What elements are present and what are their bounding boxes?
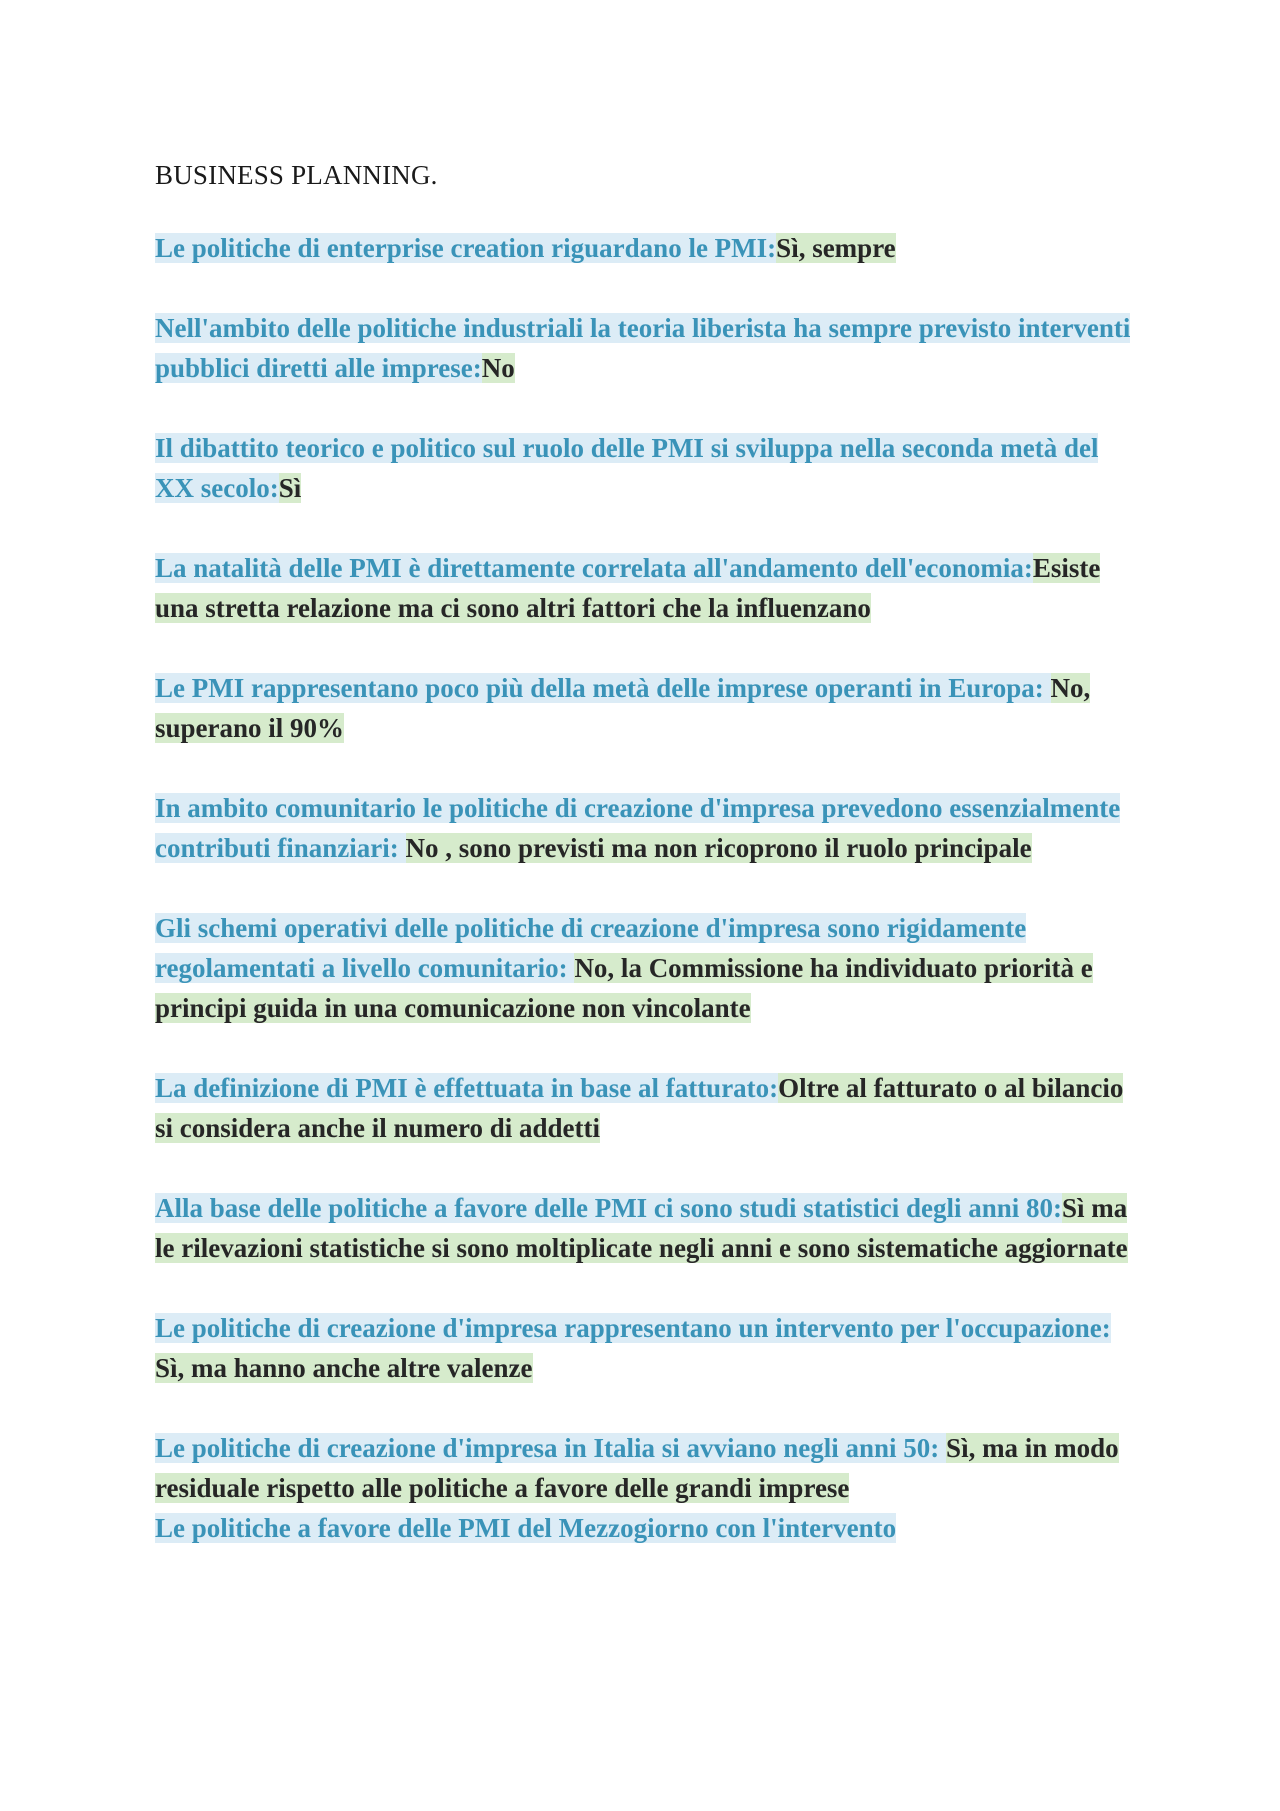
question-text: Le politiche di creazione d'impresa in Italia si avviano negli anni 50: (155, 1433, 947, 1463)
answer-text: Sì (278, 473, 302, 503)
qa-item (155, 548, 1135, 628)
answer-text: No (481, 353, 515, 383)
qa-item (155, 228, 1135, 268)
qa-item (155, 788, 1135, 868)
question-text: In ambito comunitario le politiche di creazione d'impresa prevedono essenzialmente contributi finanziari: (155, 793, 1121, 863)
answer-text: Esiste una stretta relazione ma ci sono altri fattori che la influenzano (155, 553, 1101, 623)
qa-item (155, 308, 1135, 388)
answer-text: No, la Commissione ha individuato priorità e principi guida in una comunicazione non vincolante (155, 953, 1093, 1023)
answer-text: Sì, sempre (776, 233, 896, 263)
question-text: Nell'ambito delle politiche industriali la teoria liberista ha sempre previsto interventi pubblici diretti alle imprese: (155, 313, 1131, 383)
qa-item (155, 1508, 1135, 1548)
question-text: Alla base delle politiche a favore delle PMI ci sono studi statistici degli anni 80: (155, 1193, 1062, 1223)
answer-text: Sì, ma hanno anche altre valenze (155, 1353, 533, 1383)
qa-item (155, 1428, 1135, 1508)
question-text: Le PMI rappresentano poco più della metà delle imprese operanti in Europa: (155, 673, 1051, 703)
answer-text: Sì ma le rilevazioni statistiche si sono moltiplicate negli anni e sono sistematiche aggiornate (155, 1193, 1128, 1263)
question-text: Le politiche a favore delle PMI del Mezzogiorno con l'intervento (155, 1513, 897, 1543)
question-text: Le politiche di enterprise creation riguardano le PMI: (155, 233, 777, 263)
answer-text: Sì, ma in modo residuale rispetto alle politiche a favore delle grandi imprese (155, 1433, 1119, 1503)
question-text: Gli schemi operativi delle politiche di creazione d'impresa sono rigidamente regolamentati a livello comunitario: (155, 913, 1027, 983)
qa-item (155, 668, 1135, 748)
qa-item (155, 1308, 1135, 1388)
question-text: La natalità delle PMI è direttamente correlata all'andamento dell'economia: (155, 553, 1033, 583)
answer-text: No, superano il 90% (155, 673, 1091, 743)
question-text: La definizione di PMI è effettuata in base al fatturato: (155, 1073, 779, 1103)
answer-text: No , sono previsti ma non ricoprono il ruolo principale (405, 833, 1032, 863)
qa-item (155, 428, 1135, 508)
question-text: Il dibattito teorico e politico sul ruolo delle PMI si sviluppa nella seconda metà del XX secolo: (155, 433, 1099, 503)
qa-item (155, 1068, 1135, 1148)
question-text: Le politiche di creazione d'impresa rappresentano un intervento per l'occupazione: (155, 1313, 1111, 1343)
qa-item (155, 908, 1135, 1028)
qa-item (155, 1188, 1135, 1268)
document-title: BUSINESS PLANNING. (155, 160, 438, 190)
answer-text: Oltre al fatturato o al bilancio si considera anche il numero di addetti (155, 1073, 1124, 1143)
document-page (155, 150, 1135, 1588)
